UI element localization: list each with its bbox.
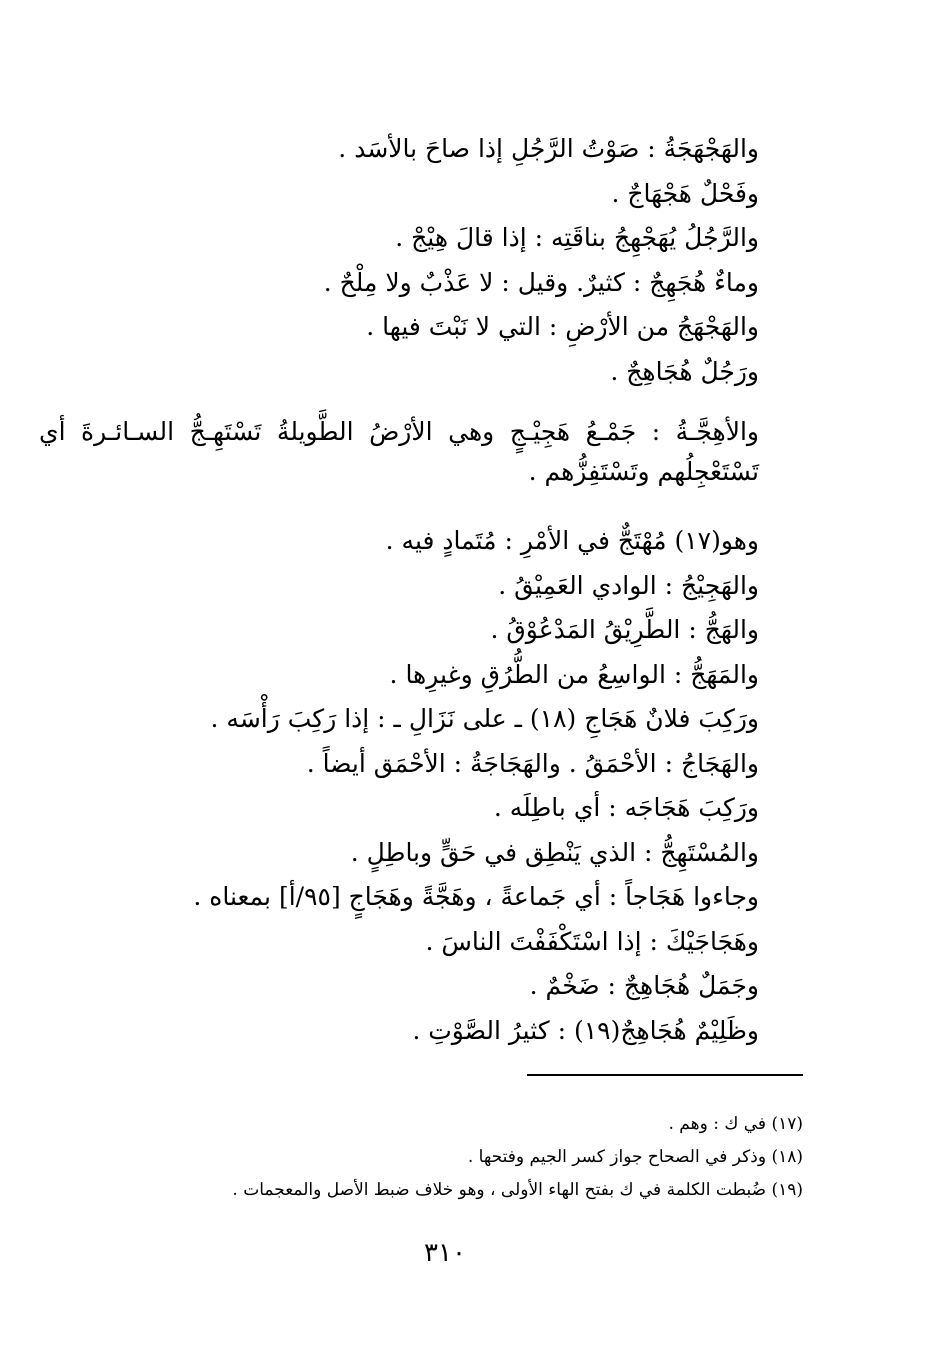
page-number: ٣١٠ (424, 1238, 466, 1268)
entry-line: والمَهَجُّ : الواسِعُ من الطُّرُقِ وغيرِها . (389, 659, 759, 689)
entry-line: ورَجُلٌ هُجَاهِجٌ . (610, 356, 759, 386)
entry-line: والهَجَاجُ : الأحْمَقُ . والهَجَاجَةُ : الأحْمَق أيضاً . (306, 748, 759, 778)
footnote-divider (527, 1074, 803, 1076)
entry-line: والرَّجُلُ يُهَجْهِجُ بناقَتِه : إذا قالَ هِيْجْ . (395, 223, 759, 252)
entry-line: ورَكِبَ هَجَاجَه : أي باطِلَه . (493, 793, 759, 822)
entry-line: والهَجْهَجُ من الأرْضِ : التي لا نَبْتَ فيها . (366, 312, 759, 341)
entry-line: وجَمَلٌ هُجَاهِجٌ : ضَخْمٌ . (529, 971, 759, 1000)
entries-block-top (139, 127, 759, 394)
footnote-19: (١٩) ضُبطت الكلمة في ك بفتح الهاء الأولى ، وهو خلاف ضبط الأصل والمعجمات . (232, 1180, 803, 1200)
paragraph-ahijja: والأهِجَّـةُ : جَمْـعُ هَجِيْـجٍ وهي الأرْضُ الطَّويلةُ تَسْتَهِـجُّ السـائـرةَ أي تَسْتَعْجِلُهم وتَسْتَفِزُّهم . (39, 417, 759, 486)
entry-line: والهَجْهَجَةُ : صَوْتُ الرَّجُلِ إذا صاحَ بالأسَد . (338, 134, 759, 163)
entry-line: والهَجُّ : الطَّرِيْقُ المَدْعُوْقُ . (490, 615, 759, 644)
entry-line: وظَلِيْمٌ هُجَاهِجٌ(١٩) : كثيرُ الصَّوْتِ . (412, 1015, 759, 1045)
entry-line: وهَجَاجَيْكَ : إذا اسْتَكْفَفْتَ الناسَ . (425, 926, 759, 956)
entries-block-bottom (39, 519, 759, 1053)
entry-line: وماءٌ هُجَهِجٌ : كثيرٌ. وقيل : لا عَذْبٌ ولا مِلْحٌ . (323, 267, 759, 297)
footnote-17: (١٧) في ك : وهم . (668, 1114, 803, 1134)
entry-line: وهو(١٧) مُهْتَجٌّ في الأمْرِ : مُتَمادٍ فيه . (385, 526, 759, 555)
footnotes (103, 1108, 803, 1207)
entry-line: والمُسْتَهِجُّ : الذي يَنْطِق في حَقٍّ وباطِلٍ . (350, 837, 759, 867)
entry-line: وفَحْلٌ هَجْهَاجٌ . (611, 178, 759, 208)
entry-line: ورَكِبَ فلانٌ هَجَاجِ (١٨) ـ على نَزَالِ ـ : إذا رَكِبَ رَأْسَه . (210, 704, 759, 733)
entry-line: وجاءوا هَجَاجاً : أي جَماعةً ، وهَجَّةً وهَجَاجٍ [٩٥/أ] بمعناه . (193, 882, 759, 911)
entry-line: والهَجِيْجُ : الوادي العَمِيْقُ . (498, 570, 759, 600)
footnote-18: (١٨) وذكر في الصحاح جواز كسر الجيم وفتحها . (467, 1147, 803, 1167)
